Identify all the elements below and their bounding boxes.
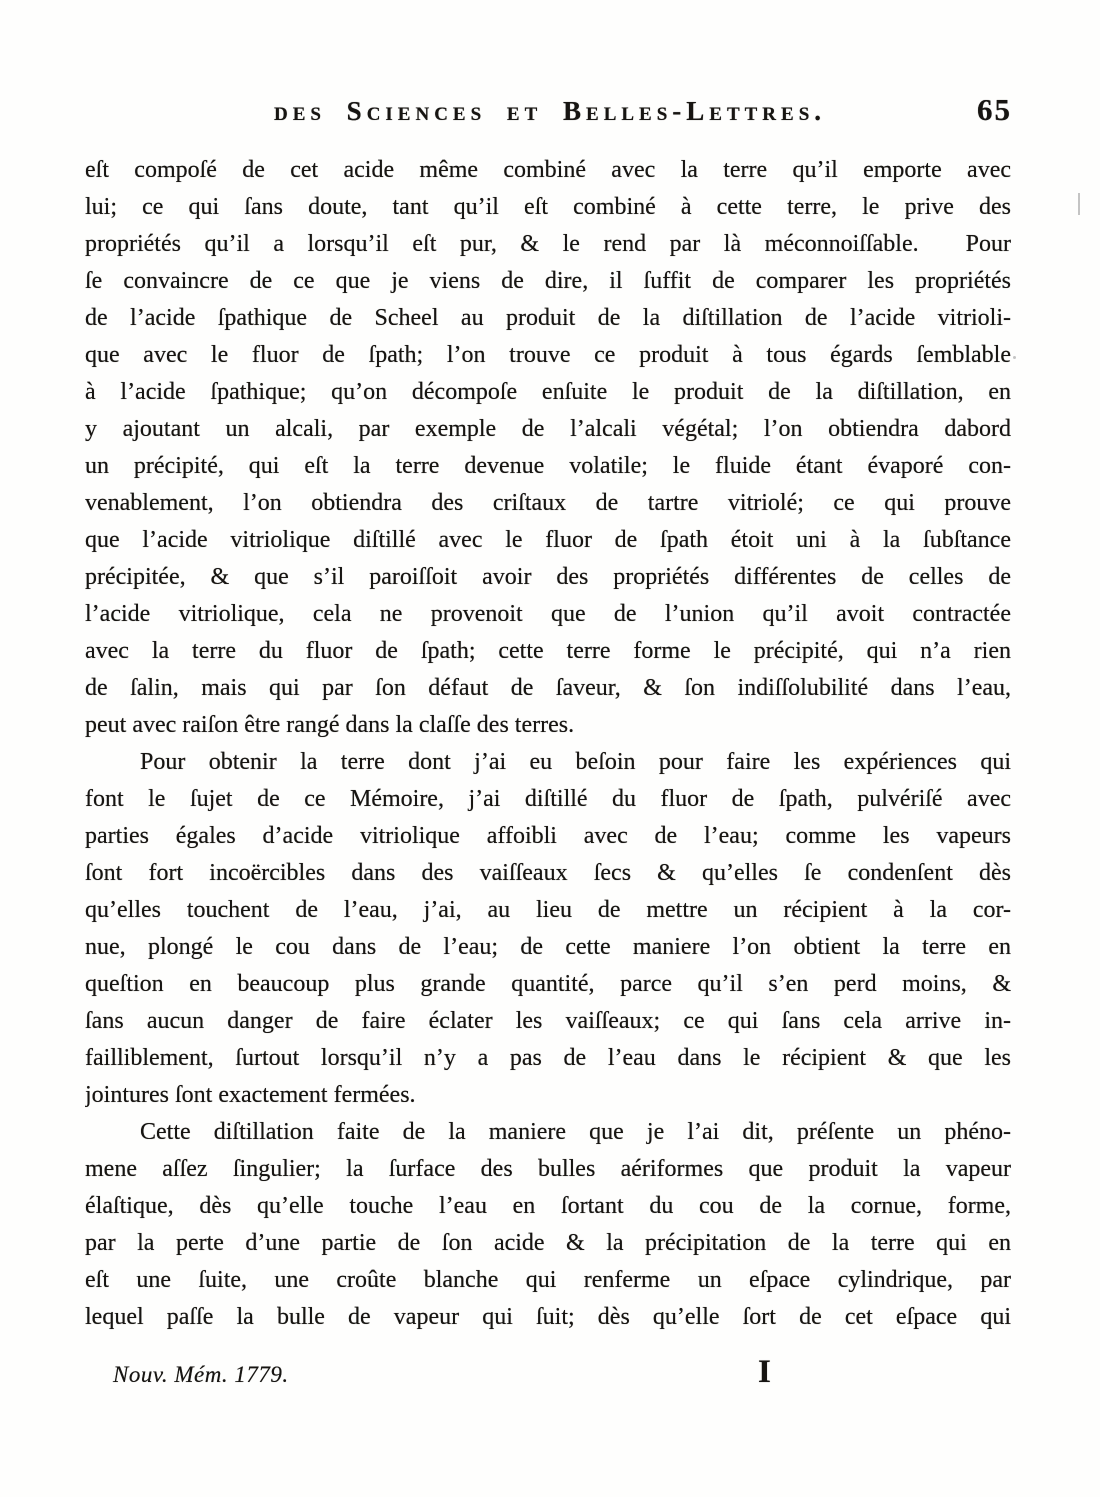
text-line: y ajoutant un alcali, par exemple de l’alcali végétal; l’on obtiendra dabord (85, 416, 1011, 442)
text-line-paragraph-start: Cette diſtillation faite de la maniere que je l’ai dit, préſente un phéno- (140, 1119, 1011, 1145)
text-line: peut avec raiſon être rangé dans la claſſe des terres. (85, 712, 575, 738)
text-line: queſtion en beaucoup plus grande quantité, parce qu’il s’en perd moins, & (85, 971, 1011, 997)
running-title: des Sciences et Belles-Lettres. (273, 96, 827, 126)
text-line: l’acide vitriolique, cela ne provenoit que de l’union qu’il avoit contractée (85, 601, 1011, 627)
page-header (0, 92, 1100, 140)
text-line: qu’elles touchent de l’eau, j’ai, au lieu de mettre un récipient à la cor- (85, 897, 1011, 923)
page-footer (0, 1354, 1100, 1402)
text-line: font le ſujet de ce Mémoire, j’ai diſtillé du fluor de ſpath, pulvériſé avec (85, 786, 1011, 812)
text-line: de l’acide ſpathique de Scheel au produit de la diſtillation de l’acide vitrioli- (85, 305, 1011, 331)
text-line-paragraph-start: Pour obtenir la terre dont j’ai eu beſoin pour faire les expériences qui (140, 749, 1011, 775)
text-line: que avec le fluor de ſpath; l’on trouve ce produit à tous égards ſemblable (85, 342, 1011, 368)
text-line: élaſtique, dès qu’elle touche l’eau en ſortant du cou de la cornue, forme, (85, 1193, 1011, 1219)
text-line: jointures ſont exactement fermées. (85, 1082, 416, 1108)
text-line: mene aſſez ſingulier; la ſurface des bulles aériformes que produit la vapeur (85, 1156, 1011, 1182)
text-line: avec la terre du fluor de ſpath; cette terre forme le précipité, qui n’a rien (85, 638, 1011, 664)
text-line: parties égales d’acide vitriolique affoibli avec de l’eau; comme les vapeurs (85, 823, 1011, 849)
text-line: eſt une ſuite, une croûte blanche qui renferme un eſpace cylindrique, par (85, 1267, 1011, 1293)
scan-artifact (1013, 356, 1016, 359)
text-line: lui; ce qui ſans doute, tant qu’il eſt combiné à cette terre, le prive des (85, 194, 1011, 220)
text-line: un précipité, qui eſt la terre devenue volatile; le fluide étant évaporé con- (85, 453, 1011, 479)
text-line: failliblement, ſurtout lorsqu’il n’y a pas de l’eau dans le récipient & que les (85, 1045, 1011, 1071)
text-line: nue, plongé le cou dans de l’eau; de cette maniere l’on obtient la terre en (85, 934, 1011, 960)
body-text (85, 152, 1011, 1336)
text-line: que l’acide vitriolique diſtillé avec le fluor de ſpath étoit uni à la ſubſtance (85, 527, 1011, 553)
text-line: de ſalin, mais qui par ſon défaut de ſaveur, & ſon indiſſolubilité dans l’eau, (85, 675, 1011, 701)
text-line: précipitée, & que s’il paroiſſoit avoir des propriétés différentes de celles de (85, 564, 1011, 590)
text-line: ſe convaincre de ce que je viens de dire, il ſuffit de comparer les propriétés (85, 268, 1011, 294)
text-line: lequel paſſe la bulle de vapeur qui ſuit; dès qu’elle ſort de cet eſpace qui (85, 1304, 1011, 1330)
text-line: à l’acide ſpathique; qu’on décompoſe enſuite le produit de la diſtillation, en (85, 379, 1011, 405)
edition-note: Nouv. Mém. 1779. (113, 1362, 289, 1387)
signature-mark: I (758, 1354, 771, 1390)
page-number: 65 (977, 92, 1012, 127)
scan-artifact (1078, 193, 1080, 215)
text-line: propriétés qu’il a lorsqu’il eſt pur, & le rend par là méconnoiſſable. Pour (85, 231, 1011, 257)
text-line: eſt compoſé de cet acide même combiné avec la terre qu’il emporte avec (85, 157, 1011, 183)
text-line: ſont fort incoërcibles dans des vaiſſeaux ſecs & qu’elles ſe condenſent dès (85, 860, 1011, 886)
text-line: venablement, l’on obtiendra des criſtaux de tartre vitriolé; ce qui prouve (85, 490, 1011, 516)
text-line: par la perte d’une partie de ſon acide & la précipitation de la terre qui en (85, 1230, 1011, 1256)
text-line: ſans aucun danger de faire éclater les vaiſſeaux; ce qui ſans cela arrive in- (85, 1008, 1011, 1034)
